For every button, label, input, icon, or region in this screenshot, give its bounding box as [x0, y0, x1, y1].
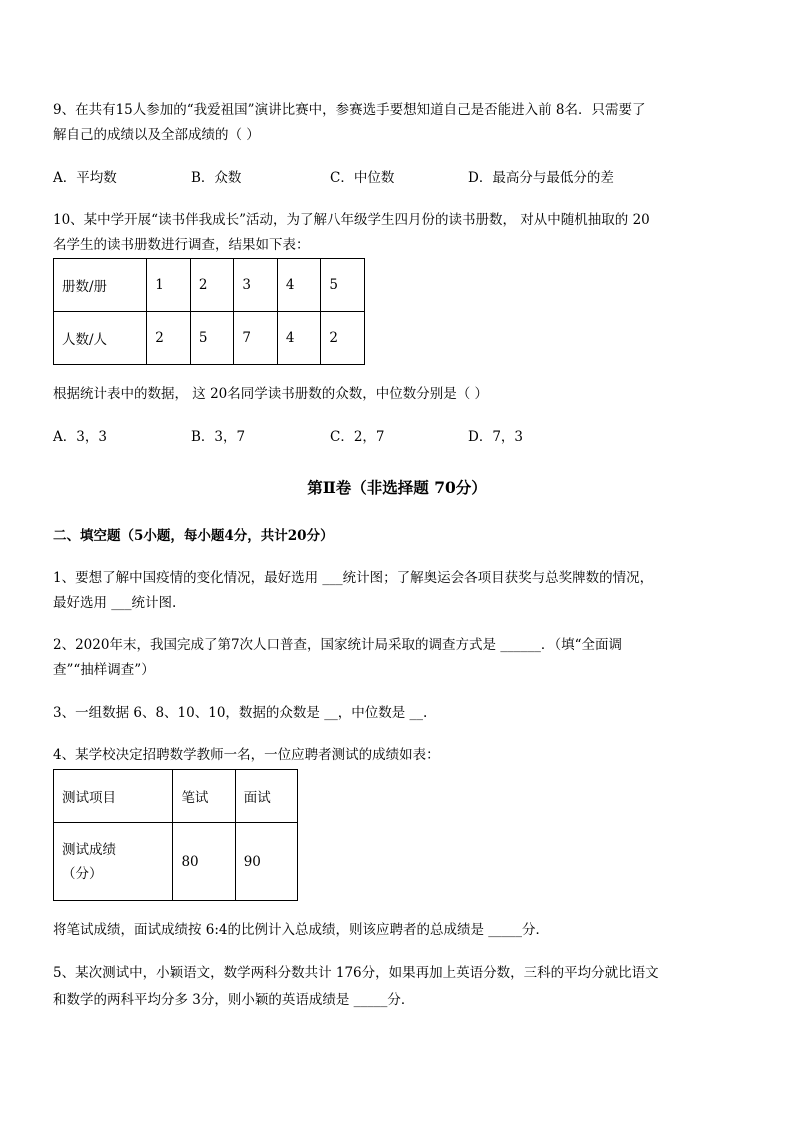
f2-line1: 2、2020年末，我国完成了第7次人口普查，国家统计局采取的调查方式是 ______．（填“全面调 [53, 637, 622, 653]
table-cell: 面试 [235, 770, 297, 823]
table-cell: 7 [234, 312, 278, 365]
q10-stem-line2: 名学生的读书册数进行调查，结果如下表： [53, 237, 310, 253]
f2-line2: 查”“抽样调查”） [53, 662, 155, 678]
q10-option-c: C．2，7 [330, 429, 385, 445]
table-cell: 5 [321, 259, 365, 312]
q10-option-b: B．3，7 [191, 429, 246, 445]
table-cell: 测试项目 [54, 770, 173, 823]
table-row [54, 312, 365, 365]
table-cell: 册数/册 [54, 259, 147, 312]
table-cell: 2 [147, 312, 191, 365]
f5-line1: 5、某次测试中，小颖语文，数学两科分数共计 176分，如果再加上英语分数，三科的平均分就比语文 [53, 965, 659, 981]
table-cell: 80 [173, 823, 235, 901]
table-row [54, 823, 298, 901]
f5-line2: 和数学的两科平均分多 3分，则小颖的英语成绩是 _____分． [53, 992, 415, 1008]
q10-stem-line3: 根据统计表中的数据， 这 20名同学读书册数的众数，中位数分别是（ ） [53, 386, 489, 402]
row-label-line1: 测试成绩 [62, 841, 116, 858]
f4-line1: 4、某学校决定招聘数学教师一名，一位应聘者测试的成绩如表： [53, 747, 440, 763]
q10-option-d: D．7，3 [468, 429, 524, 445]
part2-heading: 二、填空题（5小题，每小题4分，共计20分） [53, 528, 334, 544]
q9-option-b: B．众数 [191, 170, 242, 186]
q9-stem-line1: 9、在共有15人参加的“我爱祖国”演讲比赛中，参赛选手要想知道自己是否能进入前 8名．只需要了 [53, 102, 646, 118]
q10-option-a: A．3，3 [53, 429, 107, 445]
q9-option-d: D．最高分与最低分的差 [468, 170, 614, 186]
q9-option-c: C．中位数 [330, 170, 395, 186]
f4-line2: 将笔试成绩，面试成绩按 6:4的比例计入总成绩，则该应聘者的总成绩是 _____分． [53, 922, 550, 938]
table-cell: 人数/人 [54, 312, 147, 365]
table-cell: 4 [277, 259, 321, 312]
table-cell: 2 [190, 259, 234, 312]
table-cell: 5 [190, 312, 234, 365]
q10-table [53, 258, 365, 365]
q9-option-a: A．平均数 [53, 170, 117, 186]
q9-stem-line2: 解自己的成绩以及全部成绩的（ ） [53, 127, 260, 143]
table-cell [54, 823, 173, 901]
table-row [54, 259, 365, 312]
q10-stem-line1: 10、某中学开展“读书伴我成长”活动，为了解八年级学生四月份的读书册数， 对从中随机抽取的 20 [53, 212, 650, 228]
table-cell: 1 [147, 259, 191, 312]
table-cell: 4 [277, 312, 321, 365]
table-cell: 90 [235, 823, 297, 901]
section-title: 第Ⅱ卷（非选择题 70分） [307, 478, 487, 497]
f1-line1: 1、要想了解中国疫情的变化情况，最好选用 ___统计图；了解奥运会各项目获奖与总奖牌数的情况， [53, 570, 654, 586]
f3-line1: 3、一组数据 6、8、10、10，数据的众数是 __，中位数是 __. [53, 705, 428, 721]
f4-table [53, 769, 298, 901]
table-cell: 2 [321, 312, 365, 365]
row-label-line2: （分） [62, 865, 103, 882]
table-row [54, 770, 298, 823]
f1-line2: 最好选用 ___统计图. [53, 595, 177, 611]
table-cell: 笔试 [173, 770, 235, 823]
table-cell: 3 [234, 259, 278, 312]
